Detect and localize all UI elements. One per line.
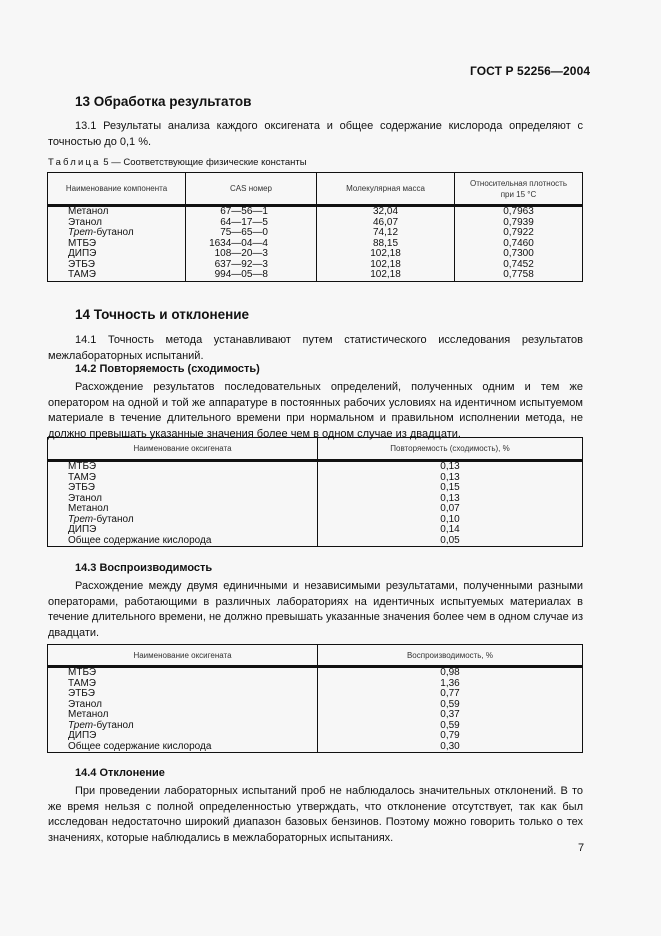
col-header-component: Наименование компонента (48, 173, 186, 206)
repeatability-value-cell: 0,07 (318, 504, 583, 515)
molecular-mass-cell: 102,18 (317, 260, 455, 271)
molecular-mass-cell: 88,15 (317, 239, 455, 250)
molecular-mass-cell: 102,18 (317, 249, 455, 260)
name-text: Метанол (68, 503, 109, 514)
oxygenate-name-cell (48, 742, 318, 753)
caption-prefix: Таблица (48, 157, 101, 168)
reproducibility-value-cell: 0,77 (318, 689, 583, 700)
repeatability-value-cell: 0,05 (318, 536, 583, 547)
section-14-title: 14 Точность и отклонение (75, 307, 250, 322)
col-header-cas: CAS номер (186, 173, 317, 206)
table-row (48, 483, 583, 494)
standard-code: ГОСТ Р 52256—2004 (470, 64, 591, 78)
table-row (48, 742, 583, 753)
table-row (48, 689, 583, 700)
section-14-4-title: 14.4 Отклонение (75, 767, 165, 779)
density-cell: 0,7922 (455, 228, 583, 239)
name-text: ДИПЭ (68, 248, 97, 259)
col-header-mass: Молекулярная масса (317, 173, 455, 206)
reproducibility-table (47, 644, 583, 753)
density-cell: 0,7758 (455, 270, 583, 281)
name-text: МТБЭ (68, 461, 97, 472)
name-text: МТБЭ (68, 237, 97, 249)
col-header-oxygenate: Наименование оксигената (48, 438, 318, 461)
repeatability-value-cell: 0,13 (318, 494, 583, 505)
table-row (48, 461, 583, 473)
table-row (48, 206, 583, 218)
repeatability-value-cell: 0,13 (318, 461, 583, 473)
name-text: ДИПЭ (68, 730, 97, 741)
caption-text: 5 — Соответствующие физические константы (100, 157, 307, 168)
name-text: Этанол (68, 492, 102, 504)
cas-number-cell: 64—17—5 (186, 218, 317, 229)
col-header-density: Относительная плотность при 15 °С (455, 173, 583, 206)
name-text: МТБЭ (68, 667, 97, 678)
density-cell: 0,7939 (455, 218, 583, 229)
table-row (48, 536, 583, 547)
reproducibility-value-cell: 0,79 (318, 731, 583, 742)
name-text: ДИПЭ (68, 524, 97, 535)
repeatability-value-cell: 0,14 (318, 525, 583, 536)
repeatability-table (47, 437, 583, 547)
name-text: ЭТБЭ (68, 688, 95, 699)
component-name-cell (48, 270, 186, 281)
name-text: Общее содержание кислорода (68, 534, 212, 546)
name-text: Метанол (68, 709, 109, 720)
reproducibility-value-cell: 0,37 (318, 710, 583, 721)
repeatability-value-cell: 0,15 (318, 483, 583, 494)
paragraph-14-1: 14.1 Точность метода устанавливают путем статистического исследования результатов межлабораторных испытаний. (48, 334, 583, 362)
cas-number-cell: 108—20—3 (186, 249, 317, 260)
name-text: Этанол (68, 698, 102, 710)
table-row (48, 228, 583, 239)
reproducibility-value-cell: 1,36 (318, 679, 583, 690)
col-header-repeatability: Повторяемость (сходимость), % (318, 438, 583, 461)
section-13-title: 13 Обработка результатов (75, 94, 252, 109)
reproducibility-value-cell: 0,30 (318, 742, 583, 753)
density-cell: 0,7963 (455, 206, 583, 218)
table-row (48, 515, 583, 526)
name-text: Этанол (68, 216, 102, 228)
name-text: ЭТБЭ (68, 258, 95, 270)
molecular-mass-cell: 102,18 (317, 270, 455, 281)
name-text: ЭТБЭ (68, 482, 95, 493)
molecular-mass-cell: 32,04 (317, 206, 455, 218)
name-text: Метанол (68, 206, 109, 217)
table-row (48, 700, 583, 711)
molecular-mass-cell: 46,07 (317, 218, 455, 229)
oxygenate-name-cell (48, 536, 318, 547)
repeatability-value-cell: 0,13 (318, 473, 583, 484)
reproducibility-value-cell: 0,98 (318, 667, 583, 679)
name-text: ТАМЭ (68, 677, 96, 689)
density-cell: 0,7460 (455, 239, 583, 250)
table-row (48, 249, 583, 260)
page-number: 7 (578, 842, 585, 854)
cas-number-cell: 75—65—0 (186, 228, 317, 239)
physical-constants-table (47, 172, 583, 282)
table-row (48, 721, 583, 732)
density-cell: 0,7300 (455, 249, 583, 260)
name-text: -бутанол (93, 227, 134, 238)
paragraph-14-2: Расхождение результатов последовательных определений, полученных одним и тем же оператором на одной и той же аппаратуре в постоянных рабочих условиях на идентичном испытуемом материале в течение длительного времени при нормальном и правильном исполнении метода, не должно превышать указанные значения более чем в одном случае из двадцати. (48, 381, 583, 440)
name-text: -бутанол (93, 513, 134, 525)
table-5-caption (48, 157, 307, 168)
section-14-3-title: 14.3 Воспроизводимость (75, 562, 213, 574)
name-italic-prefix: Трет (68, 513, 94, 525)
table-row (48, 679, 583, 690)
section-14-2-title: 14.2 Повторяемость (сходимость) (75, 363, 260, 375)
repeatability-value-cell: 0,10 (318, 515, 583, 526)
paragraph-14-4: При проведении лабораторных испытаний проб не наблюдалось значительных отклонений. В то же время нельзя с полной определенностью утверждать, что отклонение отсутствует, так как был исследован недостаточно широкий диапазон базовых бензинов. Поэтому можно говорить только о тех значениях, которые наблюдались в межлабораторных испытаниях. (48, 785, 583, 844)
paragraph-14-3: Расхождение между двумя единичными и независимыми результатами, полученными разными операторами, работающими в различных лабораториях на идентичных испытуемых материалах в течение длительного времени, не должно превышать указанные значения более чем в одном случае из двадцати. (48, 580, 583, 639)
table-row (48, 667, 583, 679)
reproducibility-value-cell: 0,59 (318, 700, 583, 711)
name-italic-prefix: Трет (68, 719, 94, 731)
paragraph-13-1: 13.1 Результаты анализа каждого оксигената и общее содержание кислорода определяют с точностью до 0,1 %. (48, 120, 583, 148)
name-italic-prefix: Трет (68, 227, 94, 238)
table-row (48, 270, 583, 281)
table-row (48, 473, 583, 484)
molecular-mass-cell: 74,12 (317, 228, 455, 239)
name-text: ТАМЭ (68, 471, 96, 483)
table-row (48, 494, 583, 505)
cas-number-cell: 1634—04—4 (186, 239, 317, 250)
name-text: Общее содержание кислорода (68, 740, 212, 752)
col-header-reproducibility: Воспроизводимость, % (318, 645, 583, 667)
cas-number-cell: 637—92—3 (186, 260, 317, 271)
name-text: ТАМЭ (68, 269, 96, 280)
reproducibility-value-cell: 0,59 (318, 721, 583, 732)
cas-number-cell: 67—56—1 (186, 206, 317, 218)
name-text: -бутанол (93, 719, 134, 731)
col-header-oxygenate: Наименование оксигената (48, 645, 318, 667)
cas-number-cell: 994—05—8 (186, 270, 317, 281)
density-cell: 0,7452 (455, 260, 583, 271)
